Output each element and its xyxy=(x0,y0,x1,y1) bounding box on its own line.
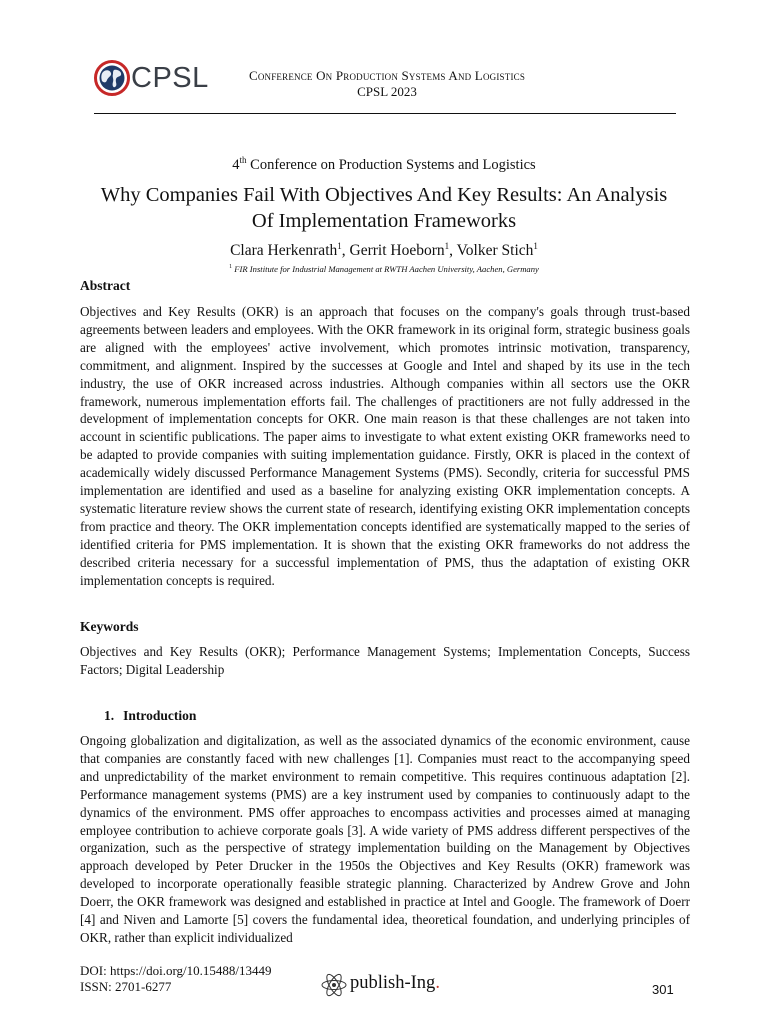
author-affiliation-mark: 1 xyxy=(533,241,538,251)
title-line: Why Companies Fail With Objectives And Key Results: An Analysis xyxy=(100,184,668,206)
abstract-heading: Abstract xyxy=(80,278,131,293)
footer-identifiers xyxy=(80,963,272,995)
author-name: Volker Stich xyxy=(456,242,534,260)
abstract-text: Objectives and Key Results (OKR) is an approach that focuses on the company's goals through trust-based agreements between leaders and employees. With the OKR framework in its original form, strategic business goals are aligned with the employees' active involvement, which promotes intrinsic motivation, transparency, commitment, and alignment. Inspired by the successes at Google and Intel and shaped by its use in the tech industry, the use of OKR increased across industries. Although companies within all sectors use the OKR framework, numerous implementation efforts fail. The challenges of practitioners are not fully addressed in the development of implementation concepts for OKR. One main reason is that these challenges are not taken into account in scientific publications. The paper aims to investigate to what extent existing OKR frameworks need to be adapted to provide companies with suiting implementation guidance. Firstly, OKR is placed in the context of academically widely discussed Performance Management Systems (PMS). Secondly, criteria for successful PMS implementation are identified and used as a baseline for analyzing existing OKR implementation concepts. A systematic literature review shows the current state of research, identifying existing OKR implementation concepts from practice and theory. The OKR implementation concepts identified are systematically mapped to the series of identified criteria for PMS implementation. It is shown that the existing OKR frameworks do not address the described criteria necessary for a successful implementation of PMS, thus the adaptation of existing OKR implementation concepts is required. xyxy=(80,304,690,588)
section-number: 1. xyxy=(104,708,115,723)
conference-name: Conference On Production Systems And Logistics xyxy=(248,68,526,83)
subtitle-ordinal: 4 xyxy=(232,156,240,173)
section-title: Introduction xyxy=(123,708,197,723)
affiliation xyxy=(0,264,768,274)
subtitle-text: Conference on Production Systems and Logistics xyxy=(246,156,536,173)
subtitle-ordinal-suffix: th xyxy=(239,155,247,165)
title-line: Of Implementation Frameworks xyxy=(251,210,517,232)
conference-subtitle xyxy=(0,155,768,174)
author-affiliation-mark: 1 xyxy=(337,241,342,251)
publisher-dot: . xyxy=(435,973,440,993)
doi-text: DOI: https://doi.org/10.15488/13449 xyxy=(80,963,272,978)
paper-title xyxy=(60,182,708,234)
atom-icon xyxy=(320,971,348,999)
page-number: 301 xyxy=(652,982,674,997)
keywords-text: Objectives and Key Results (OKR); Performance Management Systems; Implementation Concepts, Success Factors; Digital Leadership xyxy=(80,644,690,677)
publisher-label: publish-Ing xyxy=(350,973,436,993)
affiliation-mark: 1 xyxy=(229,264,233,271)
conference-short: CPSL 2023 xyxy=(357,84,417,99)
introduction-text: Ongoing globalization and digitalization, as well as the associated dynamics of the economic environment, cause that companies are constantly faced with new challenges [1]. Companies must react to the accompanying speed and unpredictability of the market environment to remain competitive. This requires continuous adaptation [2]. Performance management systems (PMS) are a key instrument used by companies to continuously adapt to the dynamics of the environment. PMS offer approaches to encompass activities and processes aimed at managing employee contribution to achieve corporate goals [3]. A wide variety of PMS address different perspectives of the organization, such as the perspective of strategy implementation building on the Management by Objectives approach developed by Peter Drucker in the 1950s the Objectives and Key Results (OKR) framework was developed to incorporate operationally feasible strategic planning. Characterized by Andrew Grove and John Doerr, the OKR framework was designed and established in practice at Intel and Google. The framework of Doerr [4] and Niven and Lamorte [5] covers the fundamental idea, theoretical foundation, and underlying principles of OKR, rather than explicit individualized xyxy=(80,733,690,945)
author-affiliation-mark: 1 xyxy=(444,241,450,251)
logo-wordmark: CPSL xyxy=(131,62,209,94)
author-list: Clara Herkenrath$^1$, Gerrit Hoeborn$^1$, Volker Stich$^1$ xyxy=(230,241,538,260)
issn-text: ISSN: 2701-6277 xyxy=(80,979,172,994)
affiliation-text: FIR Institute for Industrial Management at RWTH Aachen University, Aachen, Germany xyxy=(232,264,539,274)
globe-icon xyxy=(94,60,130,96)
author-name: Gerrit Hoeborn xyxy=(349,242,445,260)
keywords-heading: Keywords xyxy=(80,619,139,634)
cpsl-logo xyxy=(94,60,209,100)
header-rule xyxy=(94,113,676,114)
author-name: Clara Herkenrath xyxy=(230,242,338,260)
conference-header xyxy=(212,68,562,100)
section-heading-introduction xyxy=(104,708,196,724)
publisher-name xyxy=(350,973,440,994)
